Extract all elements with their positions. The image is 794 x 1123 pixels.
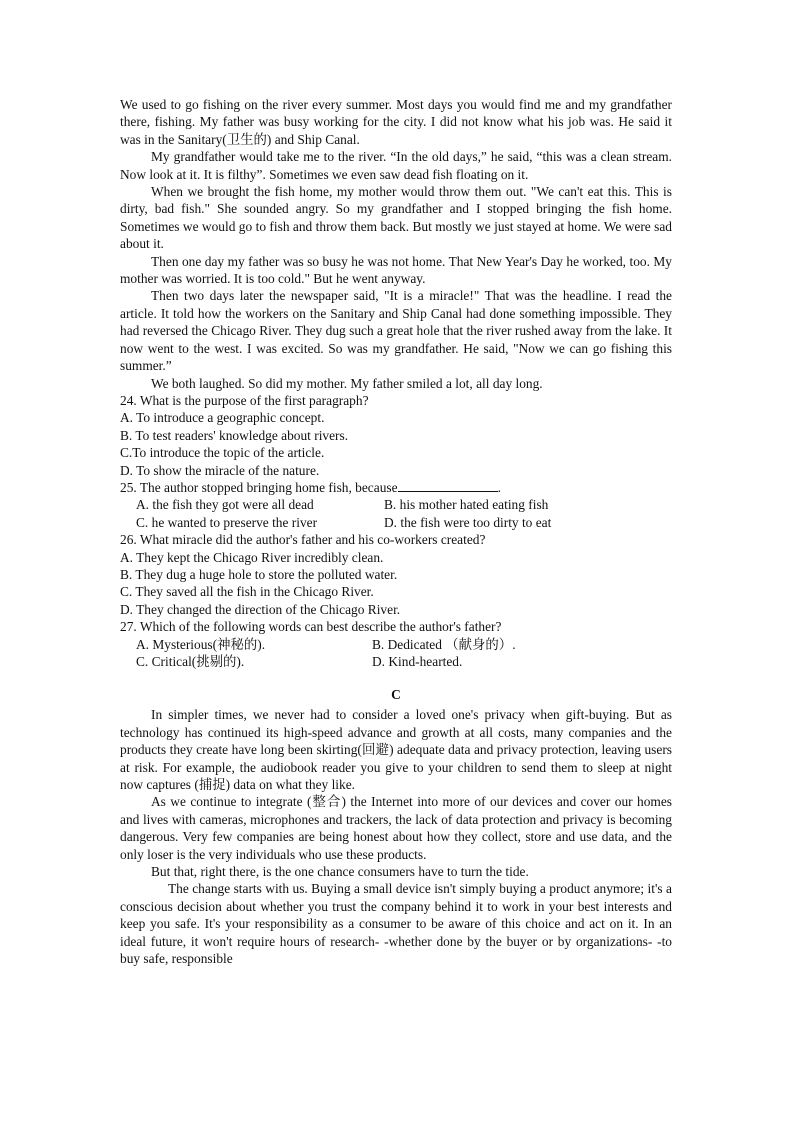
passage-b-paragraph-4: Then one day my father was so busy he was not home. That New Year's Day he worked, too. My mother was worried. It is too cold." But he went anyway. bbox=[120, 253, 672, 287]
question-stem: 27. Which of the following words can best describe the author's father? bbox=[120, 619, 502, 635]
passage-c-paragraph-4: The change starts with us. Buying a small device isn't simply buying a product anymore; it's a conscious decision about whether you trust the company behind it to work in your best interests and keep you safe. It's your responsibility as a consumer to be aware of this choice and act on it. In an ideal future, it won't require hours of research- -whether done by the buyer or by organizations- -to buy safe, responsible bbox=[120, 881, 672, 967]
passage-c-paragraph-2: As we continue to integrate (整合) the Internet into more of our devices and cover our homes and lives with cameras, microphones and trackers, the lack of data protection and privacy is becoming dangerous. Very few companies are being honest about how they collect, store and use data, and the only loser is the very individuals who use these products. bbox=[120, 794, 672, 862]
option-c: C. he wanted to preserve the river bbox=[136, 514, 318, 530]
question-26 bbox=[120, 531, 672, 618]
section-title: C bbox=[391, 687, 401, 703]
option-b: B. To test readers' knowledge about rivers. bbox=[120, 427, 349, 443]
option-b: B. Dedicated （献身的）. bbox=[372, 636, 516, 652]
question-25 bbox=[120, 479, 672, 531]
option-d: D. To show the miracle of the nature. bbox=[120, 462, 320, 478]
document-page bbox=[120, 96, 672, 968]
option-b: B. They dug a huge hole to store the polluted water. bbox=[120, 566, 398, 582]
answer-blank bbox=[398, 479, 498, 492]
passage-b-paragraph-1: We used to go fishing on the river every summer. Most days you would find me and my grandfather there, fishing. My father was busy working for the city. I did not know what his job was. He said it was in the Sanitary(卫生的) and Ship Canal. bbox=[120, 97, 672, 147]
question-stem bbox=[120, 479, 672, 496]
option-a: A. They kept the Chicago River incredibly clean. bbox=[120, 549, 384, 565]
option-c: C. They saved all the fish in the Chicago River. bbox=[120, 584, 374, 600]
option-row bbox=[136, 514, 672, 531]
passage-c-paragraph-1: In simpler times, we never had to consider a loved one's privacy when gift-buying. But as technology has continued its high-speed advance and growth at all costs, many companies and the products they create have long been skirting(回避) adequate data and privacy protection, leaving users at risk. For example, the audiobook reader you give to your children to send them to sleep at night now captures (捕捉) data on what they like. bbox=[120, 707, 672, 793]
option-a: A. To introduce a geographic concept. bbox=[120, 410, 325, 426]
option-row bbox=[136, 636, 672, 653]
option-a: A. the fish they got were all dead bbox=[136, 497, 314, 513]
passage-b-paragraph-6: We both laughed. So did my mother. My father smiled a lot, all day long. bbox=[151, 375, 543, 391]
question-stem-text: 25. The author stopped bringing home fish, because bbox=[120, 479, 398, 495]
option-row bbox=[136, 653, 672, 670]
option-a: A. Mysterious(神秘的). bbox=[136, 636, 266, 652]
question-stem-end: . bbox=[497, 479, 501, 495]
question-stem: 24. What is the purpose of the first paragraph? bbox=[120, 392, 369, 408]
option-c: C. Critical(挑剔的). bbox=[136, 654, 245, 669]
passage-b-paragraph-5: Then two days later the newspaper said, "It is a miracle!" That was the headline. I read the article. It told how the workers on the Sanitary and Ship Canal had done something impossible. They had reversed the Chicago River. They dug such a great hole that the river rushed away from the lake. It now went to the west. I was excited. So was my grandfather. He said, "Now we can go fishing this summer.” bbox=[120, 288, 672, 374]
option-d: D. Kind-hearted. bbox=[372, 654, 463, 669]
question-27 bbox=[120, 618, 672, 670]
question-24 bbox=[120, 392, 672, 479]
option-c: C.To introduce the topic of the article. bbox=[120, 445, 325, 461]
option-d: D. the fish were too dirty to eat bbox=[384, 514, 552, 530]
passage-c-paragraph-3: But that, right there, is the one chance consumers have to turn the tide. bbox=[151, 864, 529, 880]
question-stem: 26. What miracle did the author's father and his co-workers created? bbox=[120, 532, 486, 548]
option-row bbox=[136, 496, 672, 513]
passage-b-paragraph-2: My grandfather would take me to the river. “In the old days,” he said, “this was a clean stream. Now look at it. It is filthy”. Sometimes we even saw dead fish floating on it. bbox=[120, 149, 672, 182]
passage-b-paragraph-3: When we brought the fish home, my mother would throw them out. "We can't eat this. This is dirty, bad fish." She sounded angry. So my grandfather and I stopped bringing the fish home. Sometimes we would go to fish and throw them back. But mostly we just stayed at home. We were sad about it. bbox=[120, 184, 672, 252]
option-b: B. his mother hated eating fish bbox=[384, 497, 549, 513]
option-d: D. They changed the direction of the Chicago River. bbox=[120, 601, 401, 617]
